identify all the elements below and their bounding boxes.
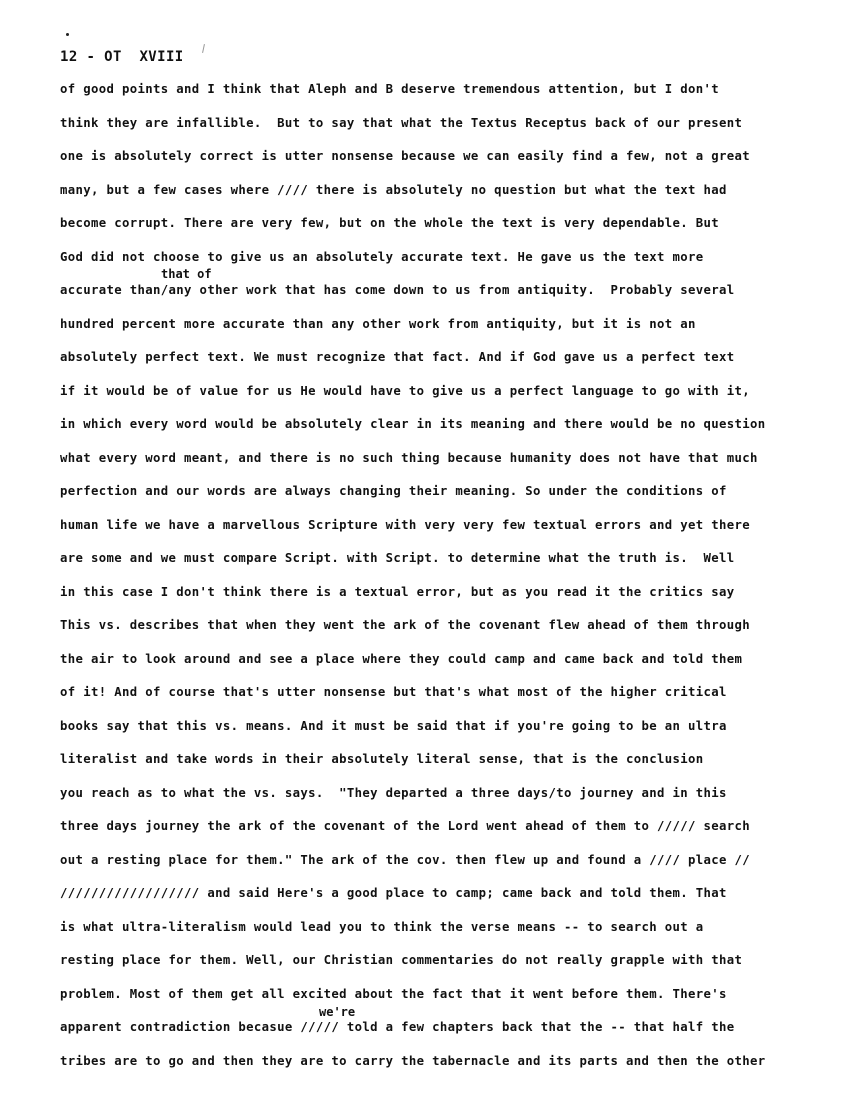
ink-speck [66,33,69,36]
text-line: This vs. describes that when they went the ark of the covenant flew ahead of them through [60,618,751,632]
text-line: ∕∕∕∕/∕∕∕/∕∕∕∕/∕∕∕∕ and said Here's a good place to camp; came back and told them. That [60,886,727,900]
insertion-were: we're [319,1005,356,1019]
text-line: in which every word would be absolutely clear in its meaning and there would be no question [60,417,766,431]
text-line: are some and we must compare Script. with Script. to determine what the truth is. Well [60,551,735,565]
insertion-that-of: that of [161,267,212,281]
text-line: of it! And of course that's utter nonsense but that's what most of the higher critical [60,685,727,699]
text-line: three days journey the ark of the covenant of the Lord went ahead of them to ∕∕∕∕/ search [60,819,751,833]
text-line: hundred percent more accurate than any other work from antiquity, but it is not an [60,316,696,331]
margin-mark [202,44,205,53]
text-line: God did not choose to give us an absolutely accurate text. He gave us the text more [60,249,704,264]
text-line: many, but a few cases where ∕∕∕∕ there is absolutely no question but what the text had [60,182,727,197]
page-header: 12 - OT XVIII [60,49,184,65]
text-line: you reach as to what the vs. says. "They departed a three days/to journey and in this [60,785,727,800]
text-line: if it would be of value for us He would have to give us a perfect language to go with it, [60,383,751,398]
text-line: of good points and I think that Aleph and B deserve tremendous attention, but I don't [60,82,720,96]
text-line: become corrupt. There are very few, but on the whole the text is very dependable. But [60,216,720,230]
text-line: one is absolutely correct is utter nonsense because we can easily find a few, not a great [60,149,751,163]
text-line: the air to look around and see a place where they could camp and came back and told them [60,651,743,666]
text-line: what every word meant, and there is no such thing because humanity does not have that much [60,450,758,465]
text-line: absolutely perfect text. We must recognize that fact. And if God gave us a perfect text [60,350,735,364]
text-line: problem. Most of them get all excited about the fact that it went before them. There's [60,986,727,1001]
text-line: books say that this vs. means. And it must be said that if you're going to be an ultra [60,718,727,733]
text-line: think they are infallible. But to say that what the Textus Receptus back of our present [60,115,743,130]
text-line: out a resting place for them." The ark of the cov. then flew up and found a ∕∕∕∕ place ∕∕ [60,852,751,867]
text-line: perfection and our words are always changing their meaning. So under the conditions of [60,484,727,498]
text-line: human life we have a marvellous Scripture with very very few textual errors and yet there [60,517,751,532]
text-line: literalist and take words in their absolutely literal sense, that is the conclusion [60,752,704,766]
text-line: resting place for them. Well, our Christian commentaries do not really grapple with that [60,953,743,967]
text-line: in this case I don't think there is a textual error, but as you read it the critics say [60,584,735,599]
text-line: tribes are to go and then they are to carry the tabernacle and its parts and then the other [60,1053,766,1068]
text-line: apparent contradiction becasue ∕∕∕∕∕ told a few chapters back that the -- that half the [60,1020,735,1034]
text-line: is what ultra-literalism would lead you to think the verse means -- to search out a [60,919,704,934]
text-line: accurate than/any other work that has come down to us from antiquity. Probably several [60,283,735,297]
